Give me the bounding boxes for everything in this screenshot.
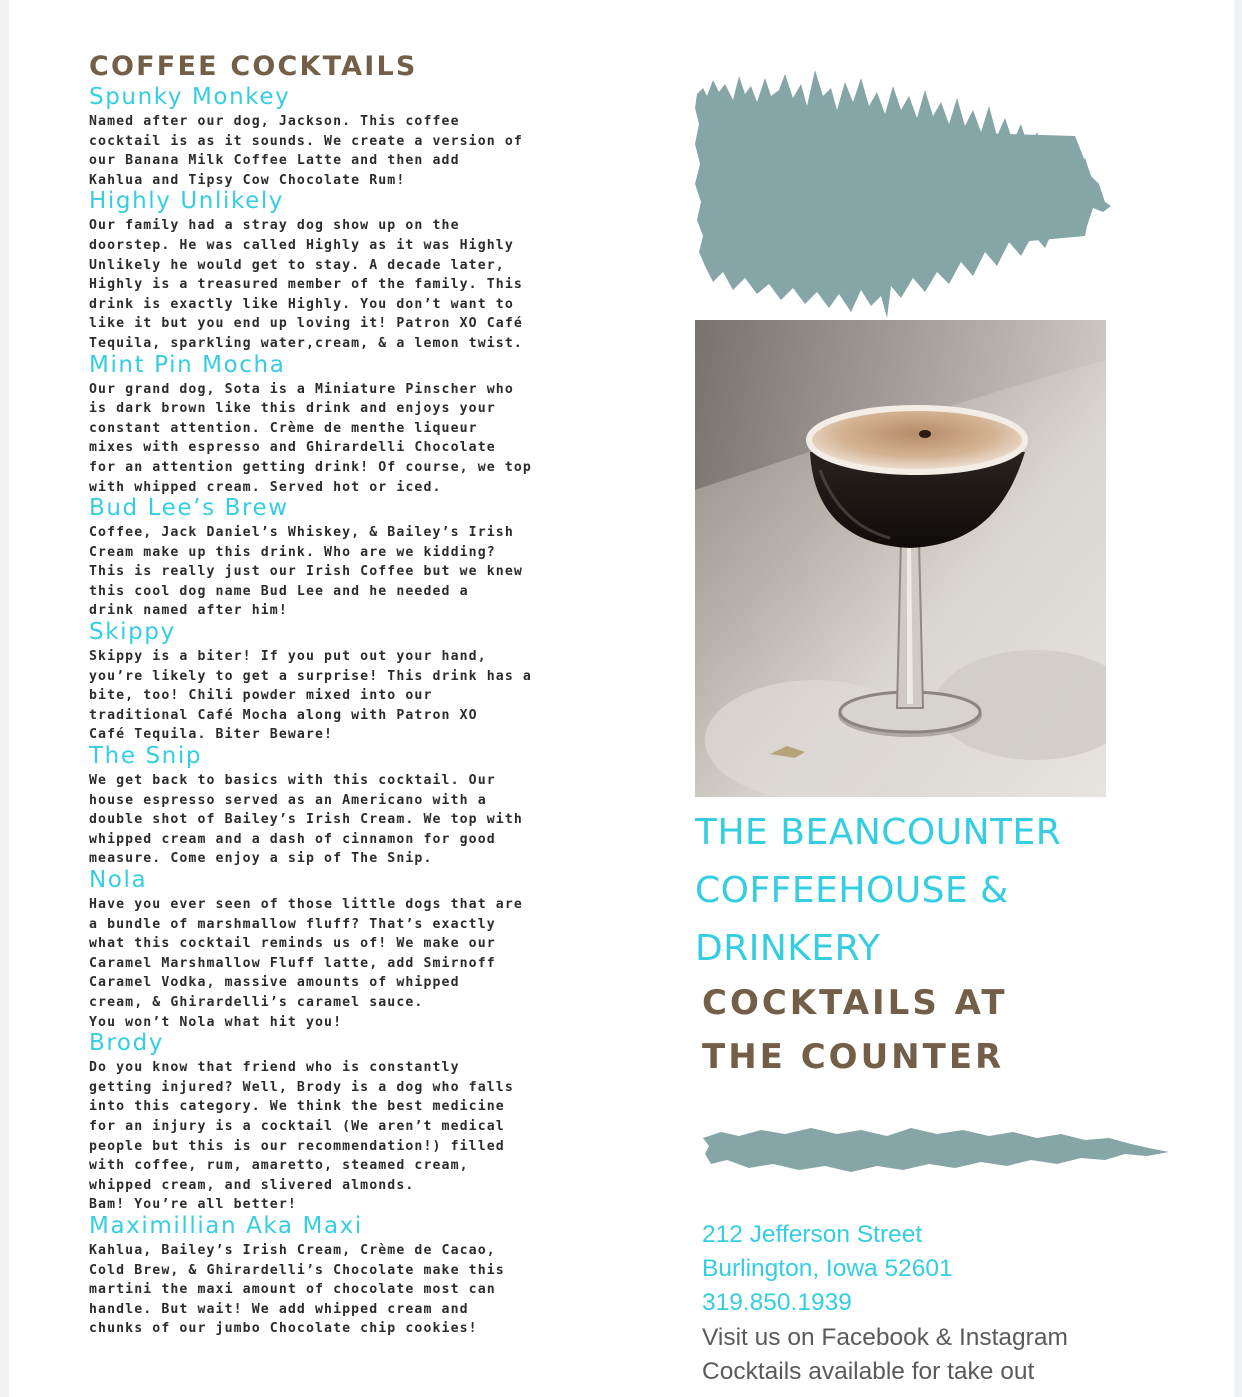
drink-item: [89, 617, 569, 745]
drink-name: Brody: [89, 1030, 165, 1057]
menu-column: [89, 48, 569, 1339]
drink-name: The Snip: [89, 743, 203, 770]
address-street: 212 Jefferson Street: [702, 1221, 923, 1248]
social-media-note: Visit us on Facebook & Instagram: [702, 1323, 1068, 1351]
drink-description: Coffee, Jack Daniel’s Whiskey, & Bailey’s Irish Cream make up this drink. Who are we kidding? This is really just our Irish Coffee but we knew this cool dog name Bud Lee and he needed a drink named after him!: [89, 525, 523, 619]
drink-item: [89, 741, 569, 869]
drink-item: [89, 1211, 569, 1339]
drink-name: Spunky Monkey: [89, 84, 291, 110]
cover-column: [695, 0, 1215, 1397]
drink-description: Our grand dog, Sota is a Miniature Pinscher who is dark brown like this drink and enjoys your constant attention. Crème de menthe liqueur mixes with espresso and Ghirardelli Chocolate for an attention getting drink! Of course, we top with whipped cream. Served hot or iced.: [89, 381, 532, 495]
address-city: Burlington, Iowa 52601: [702, 1255, 953, 1283]
drink-item: [89, 350, 569, 498]
phone-number: 319.850.1939: [702, 1289, 852, 1317]
drink-name: Bud Lee’s Brew: [89, 495, 289, 522]
drink-item: [89, 1028, 569, 1215]
drink-name: Nola: [89, 867, 148, 893]
drink-description: Skippy is a biter! If you put out your hand, you’re likely to get a surprise! This drink has a bite, too! Chili powder mixed into our traditional Café Mocha along with Patron XO Café Tequila. Biter Beware!: [89, 649, 532, 743]
drink-description: Our family had a stray dog show up on the doorstep. He was called Highly as it was Highly Unlikely he would get to stay. A decade later, Highly is a treasured member of the family. This drink is exactly like Highly. You don’t want to like it but you end up loving it! Patron XO Café Tequila, sparkling water,cream, & a lemon twist.: [89, 218, 523, 351]
drink-item: [89, 865, 569, 1032]
espresso-martini-image: [695, 320, 1106, 797]
drink-description: We get back to basics with this cocktail. Our house espresso served as an Americano with a double shot of Bailey’s Irish Cream. We top with whipped cream and a dash of cinnamon for good measure. Come enjoy a sip of The Snip.: [89, 773, 523, 867]
menu-page: [9, 0, 1234, 1397]
drink-description: Have you ever seen of those little dogs that are a bundle of marshmallow fluff? That’s exactly what this cocktail reminds us of! We make our Caramel Marshmallow Fluff latte, add Smirnoff Caramel Vodka, massive amounts of whipped cream, & Ghirardelli’s caramel sauce. You won’t Nola what hit you!: [89, 897, 523, 1030]
takeout-note: Cocktails available for take out: [702, 1357, 1035, 1385]
drink-description: Kahlua, Bailey’s Irish Cream, Crème de Cacao, Cold Brew, & Ghirardelli’s Chocolate make this martini the maxi amount of chocolate most can handle. But wait! We add whipped cream and chunks of our jumbo Chocolate chip cookies!: [89, 1242, 505, 1337]
cocktails-heading-line: COCKTAILS AT: [702, 983, 1008, 1023]
cocktails-heading-line: THE COUNTER: [702, 1037, 1005, 1077]
drink-name: Maximillian Aka Maxi: [89, 1212, 363, 1239]
drink-item: [89, 186, 569, 353]
shop-title-line: DRINKERY: [695, 928, 881, 969]
shop-title: [695, 804, 1215, 978]
drink-name: Highly Unlikely: [89, 188, 285, 215]
brush-stroke-divider: [701, 1124, 1171, 1180]
drink-description: Do you know that friend who is constantly getting injured? Well, Brody is a dog who falls into this category. We think the best medicine for an injury is a cocktail (We aren’t medical people but this is our recommendation!) filled with coffee, rum, amaretto, steamed cream, whipped cream, and slivered almonds. Bam! You’re all better!: [89, 1060, 514, 1213]
brush-stroke-decoration: [695, 66, 1115, 322]
shop-title-line: COFFEEHOUSE &: [695, 870, 1009, 911]
section-title: COFFEE COCKTAILS: [89, 51, 418, 82]
drink-item: [89, 493, 569, 621]
drink-name: Mint Pin Mocha: [89, 351, 286, 378]
drink-name: Skippy: [89, 619, 176, 646]
shop-title-line: THE BEANCOUNTER: [695, 812, 1062, 853]
cocktail-photo: [695, 320, 1106, 797]
drink-item: [89, 82, 569, 190]
contact-info: [702, 1218, 1222, 1389]
cocktails-heading: [702, 976, 1202, 1084]
drink-description: Named after our dog, Jackson. This coffee cocktail is as it sounds. We create a version of our Banana Milk Coffee Latte and then add Kahlua and Tipsy Cow Chocolate Rum!: [89, 114, 523, 188]
